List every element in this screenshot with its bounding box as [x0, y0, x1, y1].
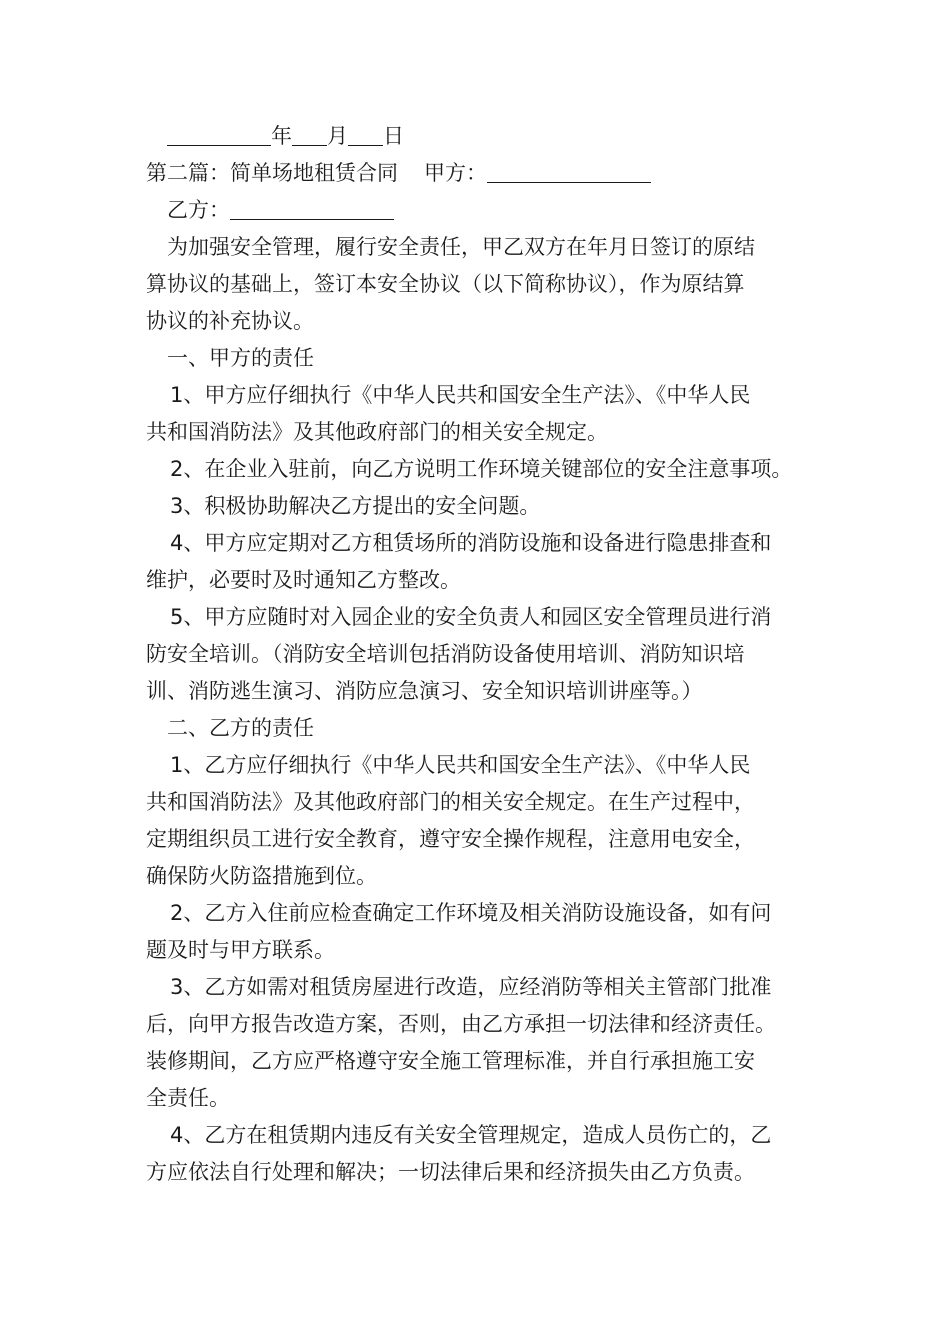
paragraph-line: 4、乙方在租赁期内违反有关安全管理规定，造成人员伤亡的，乙 — [170, 1123, 772, 1147]
day-label: 日 — [383, 124, 404, 148]
paragraph-line: 共和国消防法》及其他政府部门的相关安全规定。在生产过程中， — [146, 790, 755, 814]
paragraph-line: 5、甲方应随时对入园企业的安全负责人和园区安全管理员进行消 — [170, 605, 772, 629]
section-title: 第二篇：简单场地租赁合同 — [146, 161, 398, 185]
party-b-blank — [230, 197, 394, 220]
paragraph-line: 2、乙方入住前应检查确定工作环境及相关消防设施设备，如有问 — [170, 901, 772, 925]
paragraph-line: 方应依法自行处理和解决；一切法律后果和经济损失由乙方负责。 — [146, 1160, 755, 1184]
paragraph-line: 3、乙方如需对租赁房屋进行改造，应经消防等相关主管部门批准 — [170, 975, 772, 999]
paragraph-line: 装修期间，乙方应严格遵守安全施工管理标准，并自行承担施工安 — [146, 1049, 755, 1073]
year-label: 年 — [271, 124, 292, 148]
date-line — [146, 118, 814, 155]
heading-line — [146, 155, 814, 192]
paragraph-line: 题及时与甲方联系。 — [146, 938, 335, 962]
paragraph-line: 1、乙方应仔细执行《中华人民共和国安全生产法》、《中华人民 — [170, 753, 751, 777]
paragraph-line: 2、在企业入驻前，向乙方说明工作环境关键部位的安全注意事项。 — [170, 457, 793, 481]
day-blank — [348, 123, 383, 146]
party-b-line — [146, 192, 814, 229]
section-heading: 二、乙方的责任 — [167, 716, 314, 740]
section-heading: 一、甲方的责任 — [167, 346, 314, 370]
document-page — [146, 118, 814, 1191]
paragraph-line: 1、甲方应仔细执行《中华人民共和国安全生产法》、《中华人民 — [170, 383, 751, 407]
paragraph-line: 协议的补充协议。 — [146, 309, 314, 333]
paragraph-line: 维护，必要时及时通知乙方整改。 — [146, 568, 461, 592]
paragraph-line: 算协议的基础上，签订本安全协议（以下简称协议），作为原结算 — [146, 272, 745, 296]
paragraph-line: 后，向甲方报告改造方案，否则，由乙方承担一切法律和经济责任。 — [146, 1012, 776, 1036]
month-label: 月 — [327, 124, 348, 148]
party-a-blank — [487, 160, 651, 183]
month-blank — [292, 123, 327, 146]
paragraph-line: 定期组织员工进行安全教育，遵守安全操作规程，注意用电安全， — [146, 827, 755, 851]
paragraph-line: 为加强安全管理，履行安全责任，甲乙双方在年月日签订的原结 — [167, 235, 755, 259]
paragraph-line: 防安全培训。（消防安全培训包括消防设备使用培训、消防知识培 — [146, 642, 745, 666]
paragraph-line: 全责任。 — [146, 1086, 230, 1110]
paragraph-line: 共和国消防法》及其他政府部门的相关安全规定。 — [146, 420, 608, 444]
paragraph-line: 训、消防逃生演习、消防应急演习、安全知识培训讲座等。） — [146, 679, 703, 703]
paragraph-line: 确保防火防盗措施到位。 — [146, 864, 377, 888]
year-blank — [167, 123, 271, 146]
party-b-label: 乙方： — [167, 198, 230, 222]
paragraph-line: 3、积极协助解决乙方提出的安全问题。 — [170, 494, 541, 518]
party-a-label: 甲方： — [424, 161, 487, 185]
paragraph-line: 4、甲方应定期对乙方租赁场所的消防设施和设备进行隐患排查和 — [170, 531, 772, 555]
